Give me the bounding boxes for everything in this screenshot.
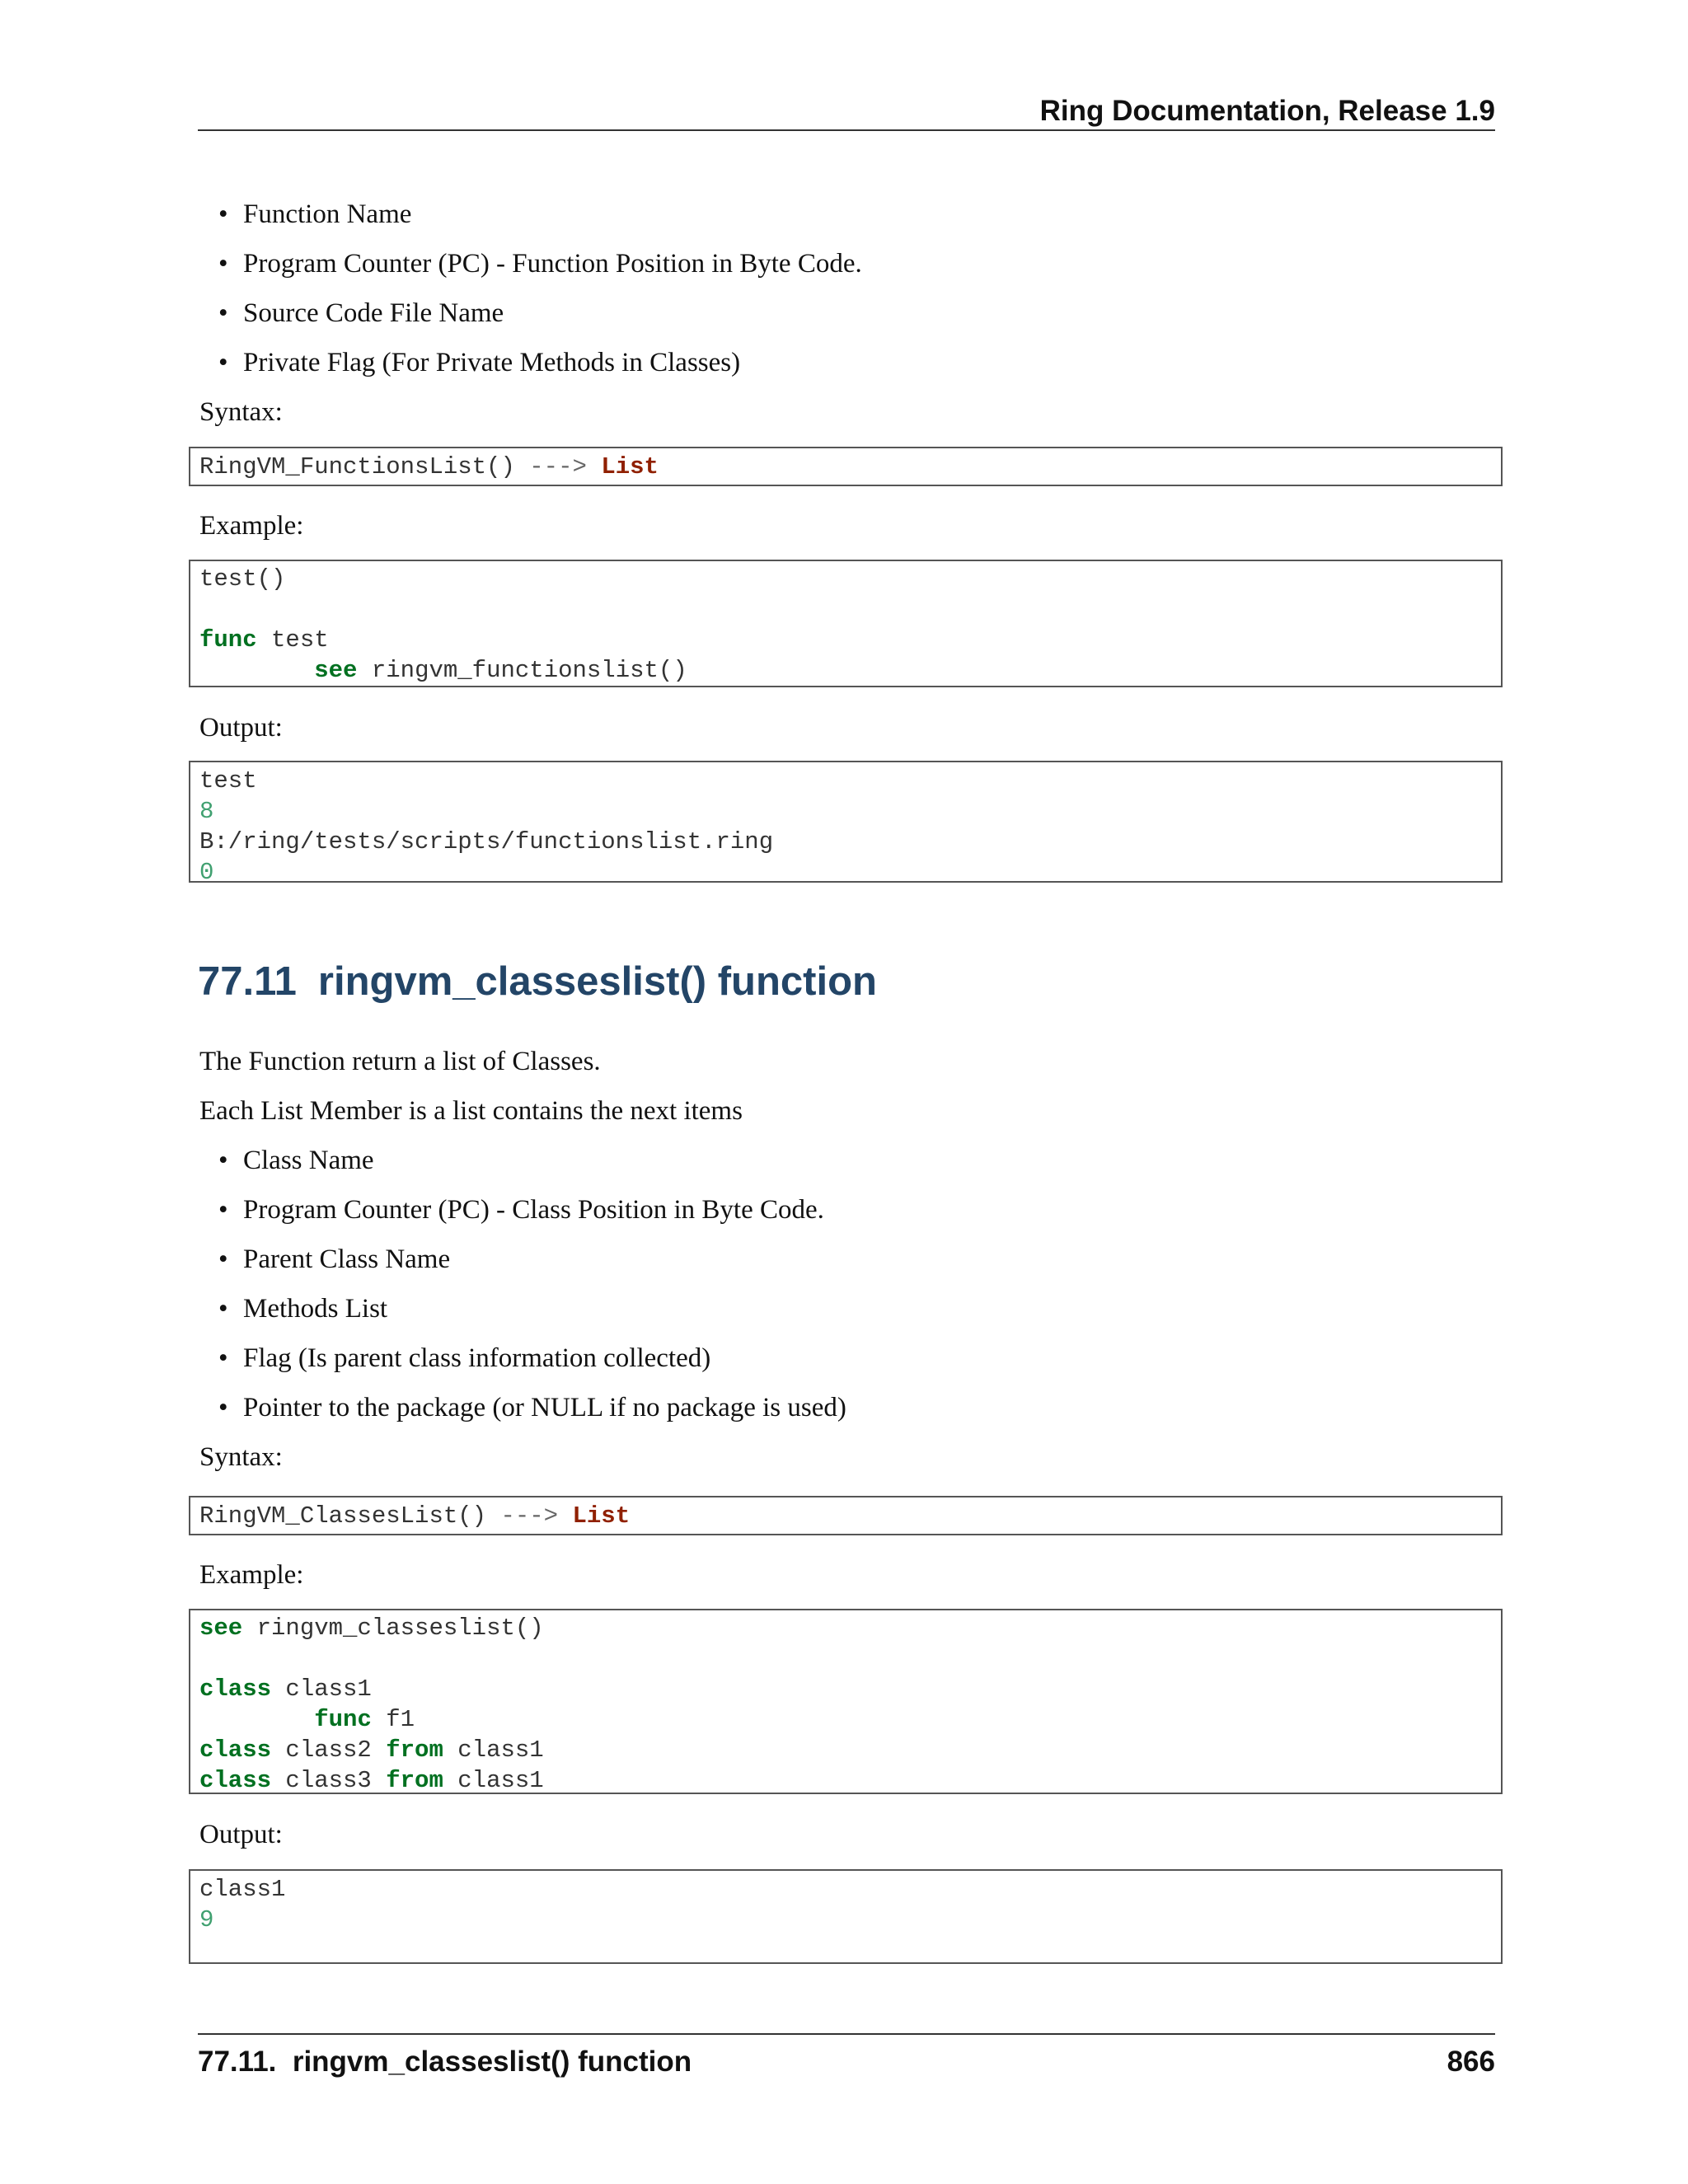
syntax-label: Syntax:	[199, 1442, 283, 1472]
code-text: RingVM_FunctionsList()	[199, 453, 515, 480]
output-line: class1	[199, 1876, 286, 1903]
output-label: Output:	[199, 1820, 283, 1849]
code-keyword: see	[314, 657, 358, 684]
list-item: • Source Code File Name	[243, 295, 504, 331]
code-operator: --->	[529, 453, 587, 480]
output-line: 0	[199, 859, 214, 886]
section-intro: The Function return a list of Classes.	[199, 1047, 601, 1076]
code-type: List	[572, 1502, 631, 1530]
code-line-blank	[199, 1643, 1501, 1674]
code-text: ringvm_functionslist()	[357, 657, 687, 684]
running-header: Ring Documentation, Release 1.9	[1039, 95, 1495, 127]
syntax-label: Syntax:	[199, 397, 283, 427]
list-item: • Pointer to the package (or NULL if no package is used)	[243, 1390, 846, 1426]
code-keyword: class	[199, 1767, 272, 1794]
output-code-block	[189, 1869, 1503, 1964]
list-item: • Class Name	[243, 1142, 374, 1179]
code-text: f1	[371, 1706, 415, 1733]
output-label: Output:	[199, 713, 283, 743]
header-rule	[198, 129, 1495, 131]
list-item: • Function Name	[243, 196, 411, 232]
code-keyword: from	[386, 1736, 443, 1764]
section-number: 77.11	[198, 959, 297, 1004]
code-line: test()	[199, 565, 286, 593]
code-text: test	[256, 626, 329, 654]
list-item: • Flag (Is parent class information collected)	[243, 1340, 710, 1376]
list-item: • Program Counter (PC) - Class Position in Byte Code.	[243, 1192, 824, 1228]
example-code-block	[189, 1609, 1503, 1794]
code-text: class1	[443, 1736, 544, 1764]
code-keyword: see	[199, 1615, 243, 1642]
output-line: test	[199, 767, 257, 794]
code-keyword: class	[199, 1675, 272, 1703]
output-line: B:/ring/tests/scripts/functionslist.ring	[199, 828, 774, 855]
example-label: Example:	[199, 1560, 304, 1590]
section-intro-2: Each List Member is a list contains the next items	[199, 1096, 743, 1126]
list-item: • Program Counter (PC) - Function Position in Byte Code.	[243, 246, 862, 282]
code-text: RingVM_ClassesList()	[199, 1502, 487, 1530]
code-text: class1	[443, 1767, 544, 1794]
output-line: 8	[199, 798, 214, 825]
code-line-blank	[199, 594, 1501, 625]
example-label: Example:	[199, 511, 304, 541]
code-text: ringvm_classeslist()	[242, 1615, 544, 1642]
footer-rule	[198, 2033, 1495, 2035]
code-text: class1	[271, 1675, 372, 1703]
code-keyword: class	[199, 1736, 272, 1764]
code-type: List	[601, 453, 659, 480]
page-number: 866	[1447, 2046, 1495, 2078]
section-title: ringvm_classeslist() function	[317, 959, 877, 1004]
list-item: • Methods List	[243, 1291, 387, 1327]
list-item: • Parent Class Name	[243, 1241, 450, 1277]
code-keyword: func	[314, 1706, 372, 1733]
code-keyword: func	[199, 626, 257, 654]
syntax-code-block	[189, 447, 1503, 486]
code-operator: --->	[500, 1502, 559, 1530]
code-text: class2	[271, 1736, 387, 1764]
example-code-block	[189, 560, 1503, 687]
code-keyword: from	[386, 1767, 443, 1794]
section-heading	[198, 956, 877, 1007]
code-text: class3	[271, 1767, 387, 1794]
output-code-block	[189, 761, 1503, 886]
footer-section: 77.11. ringvm_classeslist() function	[198, 2046, 692, 2078]
list-item: • Private Flag (For Private Methods in Classes)	[243, 344, 740, 381]
syntax-code-block	[189, 1496, 1503, 1535]
output-line: 9	[199, 1906, 214, 1933]
